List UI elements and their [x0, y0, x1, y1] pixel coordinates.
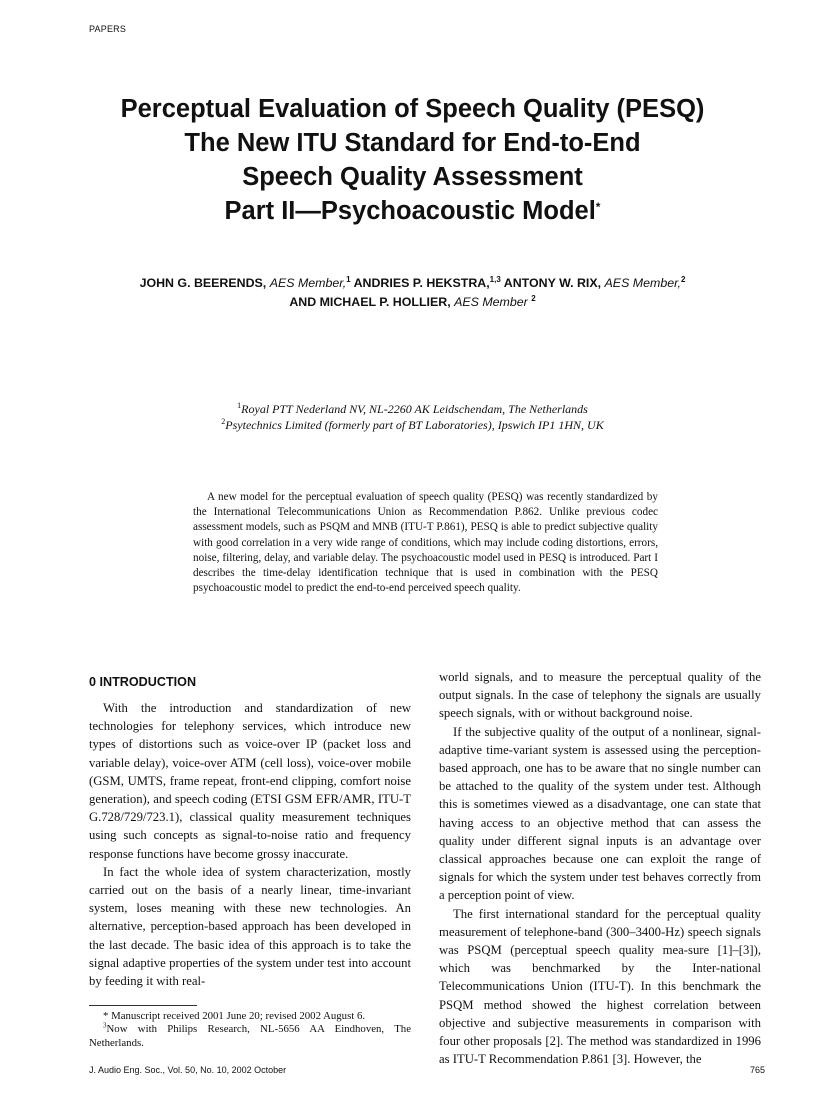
body-paragraph: The first international standard for the perceptual quality measurement of telephone-band (300–3400-Hz) speech signals was PSQM (perceptual speech quality mea-sure [1]–[3]), which was benchmarked by the Inter-national Telecommunications Union (ITU-T). In this benchmark the PSQM method showed the highest correlation between objective and subjective measurements in comparison with four other proposals [2]. The method was standardized in 1996 as ITU-T Recommendation P.861 [3]. However, the [439, 906, 761, 1067]
footnote-affiliation [89, 1023, 411, 1050]
author-role: AES Member, [604, 276, 681, 290]
author-name: ANDRIES P. HEKSTRA, [353, 276, 490, 290]
footnote-text: Now with Philips Research, NL-5656 AA Eindhoven, The Netherlands. [89, 1023, 411, 1049]
author-affiliation-ref: 2 [531, 293, 536, 303]
author-affiliation-ref: 1 [346, 274, 351, 284]
title-footnote-marker: * [595, 200, 601, 214]
title-line-4 [60, 194, 765, 228]
title-line-4-text: Part II—Psychoacoustic Model [224, 197, 596, 225]
footnote-number: 3 [103, 1021, 107, 1030]
author-role: AES Member [454, 295, 528, 309]
body-paragraph: With the introduction and standardization of new technologies for telephony services, which introduce new types of distortions such as voice-over IP (packet loss and variable delay), voice-over ATM (cell loss), voice-over mobile (GSM, UMTS, frame repeat, front-end clipping, comfort noise generation), and speech coding (ETSI GSM EFR/AMR, ITU-T G.728/729/723.1), classical quality measurement techniques using such concepts as signal-to-noise ratio and frequency response functions have become grossy inaccurate. [89, 701, 411, 861]
footer-journal-citation: J. Audio Eng. Soc., Vol. 50, No. 10, 2002 October [89, 1065, 287, 1075]
title-line-3: Speech Quality Assessment [242, 163, 583, 191]
author-name: AND MICHAEL P. HOLLIER, [289, 295, 451, 309]
affiliation-number: 2 [221, 417, 226, 426]
affiliation-number: 1 [237, 401, 242, 410]
affiliation-text: Psytechnics Limited (formerly part of BT Laboratories), Ipswich IP1 1HN, UK [225, 418, 604, 432]
author-name: ANTONY W. RIX, [503, 276, 602, 290]
footnotes [89, 1010, 411, 1050]
body-column-right [439, 668, 761, 1068]
footnote-text: * Manuscript received 2001 June 20; revised 2002 August 6. [103, 1010, 366, 1022]
body-column-left [89, 699, 411, 990]
title-line-2: The New ITU Standard for End-to-End [184, 129, 641, 157]
footnote-manuscript [89, 1010, 411, 1023]
abstract: A new model for the perceptual evaluation of speech quality (PESQ) was recently standardized by the International Telecommunications Union as Recommendation P.862. Unlike previous codec assessment models, such as PSQM and MNB (ITU-T P.861), PESQ is able to predict subjective quality with good correlation in a very wide range of conditions, which may include coding distortions, errors, noise, filtering, delay, and variable delay. The psychoacoustic model used in PESQ is introduced. Part I describes the time-delay identification technique that is used in combination with the PESQ psychoacoustic model to predict the end-to-end perceived speech quality. [193, 491, 658, 595]
body-paragraph-continued: world signals, and to measure the perceptual quality of the output signals. In the case of telephony the signals are usually speech signals, with or without background noise. [439, 670, 761, 721]
title-line-1: Perceptual Evaluation of Speech Quality (PESQ) [120, 95, 705, 123]
author-affiliation-ref: 2 [680, 274, 686, 284]
authors-line-2 [60, 293, 765, 312]
paper-title [60, 92, 765, 228]
section-heading-introduction: 0 INTRODUCTION [89, 675, 197, 689]
author-name: JOHN G. BEERENDS, [139, 276, 267, 290]
running-header: PAPERS [89, 24, 127, 34]
affiliation-2 [60, 417, 765, 433]
affiliation-1 [60, 401, 765, 417]
footnote-divider [89, 1005, 197, 1006]
page-number: 765 [749, 1065, 765, 1075]
affiliations [60, 401, 765, 433]
author-affiliation-ref: 1,3 [489, 274, 501, 284]
author-role: AES Member, [269, 276, 347, 290]
authors-line-1 [60, 274, 765, 293]
author-list [60, 274, 765, 312]
body-paragraph: In fact the whole idea of system characterization, mostly carried out on the basis of a nearly linear, time-invariant system, loses meaning with these new technologies. An alternative, perception-based approach has been developed in the last decade. The basic idea of this approach is to take the signal adaptive properties of the system under test into account by feeding it with real- [89, 864, 411, 989]
affiliation-text: Royal PTT Nederland NV, NL-2260 AK Leidschendam, The Netherlands [241, 402, 588, 416]
body-paragraph: If the subjective quality of the output of a nonlinear, signal-adaptive time-variant system is assessed using the perception-based approach, one has to be aware that no single number can be attached to the quality of the system under test. Although this is sometimes viewed as a disadvantage, one can state that having access to an objective method that can assess the quality under different signal inputs is an advantage over classical approaches because one can exploit the range of signals for which the system under test behaves correctly from a perception point of view. [439, 724, 761, 903]
